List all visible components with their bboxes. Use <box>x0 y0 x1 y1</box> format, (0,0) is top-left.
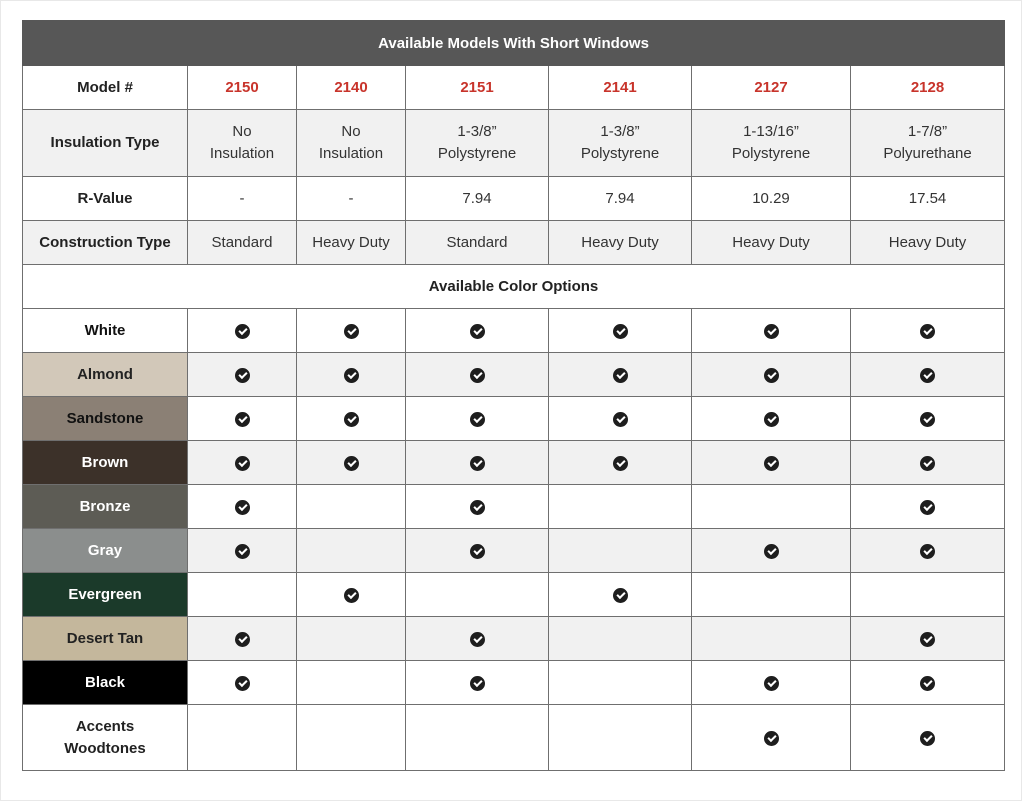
color-swatch: Brown <box>23 441 188 485</box>
availability-cell <box>549 573 692 617</box>
check-circle-icon <box>920 544 935 559</box>
availability-cell <box>406 617 549 661</box>
check-circle-icon <box>920 412 935 427</box>
availability-cell <box>692 529 851 573</box>
availability-cell <box>297 397 406 441</box>
model-number: 2140 <box>297 66 406 110</box>
check-circle-icon <box>613 324 628 339</box>
insulation-row <box>23 110 1005 177</box>
check-circle-icon <box>235 500 250 515</box>
construction-cell: Standard <box>406 221 549 265</box>
availability-cell <box>692 309 851 353</box>
color-swatch: White <box>23 309 188 353</box>
availability-cell <box>851 353 1005 397</box>
check-circle-icon <box>764 412 779 427</box>
color-swatch: Sandstone <box>23 397 188 441</box>
availability-cell <box>188 661 297 705</box>
availability-cell <box>549 309 692 353</box>
construction-row <box>23 221 1005 265</box>
availability-cell <box>297 353 406 397</box>
check-circle-icon <box>764 676 779 691</box>
construction-cell: Heavy Duty <box>692 221 851 265</box>
availability-cell <box>851 617 1005 661</box>
construction-cell: Heavy Duty <box>549 221 692 265</box>
check-circle-icon <box>344 324 359 339</box>
construction-cell: Heavy Duty <box>851 221 1005 265</box>
check-circle-icon <box>344 412 359 427</box>
availability-cell <box>297 529 406 573</box>
color-row-accents <box>23 705 1005 771</box>
model-header: Model # <box>23 66 188 110</box>
check-circle-icon <box>920 456 935 471</box>
insulation-cell <box>851 110 1005 177</box>
table-title-row <box>23 21 1005 66</box>
color-row <box>23 661 1005 705</box>
r-value-cell: - <box>188 177 297 221</box>
color-swatch: Bronze <box>23 485 188 529</box>
insulation-line: Polystyrene <box>437 145 517 162</box>
insulation-line: 1-3/8” <box>600 123 640 140</box>
availability-cell <box>549 441 692 485</box>
check-circle-icon <box>235 676 250 691</box>
r-value-cell: 7.94 <box>549 177 692 221</box>
availability-cell <box>851 441 1005 485</box>
color-swatch <box>23 705 188 771</box>
insulation-line: No <box>341 123 361 140</box>
availability-cell <box>406 397 549 441</box>
availability-cell <box>406 661 549 705</box>
insulation-line: Insulation <box>209 145 275 162</box>
color-row <box>23 529 1005 573</box>
availability-cell <box>549 353 692 397</box>
availability-cell <box>851 485 1005 529</box>
check-circle-icon <box>613 588 628 603</box>
availability-cell <box>297 705 406 771</box>
check-circle-icon <box>920 676 935 691</box>
r-value-cell: 10.29 <box>692 177 851 221</box>
r-value-cell: 7.94 <box>406 177 549 221</box>
availability-cell <box>406 353 549 397</box>
model-number: 2141 <box>549 66 692 110</box>
r-value-cell: 17.54 <box>851 177 1005 221</box>
color-row <box>23 441 1005 485</box>
availability-cell <box>549 397 692 441</box>
color-swatch: Desert Tan <box>23 617 188 661</box>
insulation-label: Insulation Type <box>23 110 188 177</box>
check-circle-icon <box>470 544 485 559</box>
availability-cell <box>851 573 1005 617</box>
availability-cell <box>692 617 851 661</box>
availability-cell <box>406 529 549 573</box>
model-number: 2127 <box>692 66 851 110</box>
availability-cell <box>692 661 851 705</box>
color-row <box>23 309 1005 353</box>
r-value-label: R-Value <box>23 177 188 221</box>
insulation-line: Polystyrene <box>731 145 811 162</box>
insulation-cell <box>549 110 692 177</box>
color-swatch: Almond <box>23 353 188 397</box>
check-circle-icon <box>235 324 250 339</box>
construction-cell: Standard <box>188 221 297 265</box>
check-circle-icon <box>235 456 250 471</box>
check-circle-icon <box>344 368 359 383</box>
availability-cell <box>692 573 851 617</box>
availability-cell <box>549 705 692 771</box>
availability-cell <box>692 397 851 441</box>
availability-cell <box>188 309 297 353</box>
color-row <box>23 397 1005 441</box>
availability-cell <box>188 397 297 441</box>
availability-cell <box>549 485 692 529</box>
check-circle-icon <box>470 456 485 471</box>
insulation-cell <box>692 110 851 177</box>
insulation-cell <box>297 110 406 177</box>
availability-cell <box>692 353 851 397</box>
insulation-cell <box>406 110 549 177</box>
insulation-line: Polystyrene <box>580 145 660 162</box>
availability-cell <box>406 573 549 617</box>
availability-cell <box>188 705 297 771</box>
check-circle-icon <box>920 500 935 515</box>
check-circle-icon <box>764 456 779 471</box>
color-swatch: Evergreen <box>23 573 188 617</box>
check-circle-icon <box>344 456 359 471</box>
model-number: 2150 <box>188 66 297 110</box>
models-table <box>22 20 1005 771</box>
check-circle-icon <box>613 412 628 427</box>
check-circle-icon <box>764 544 779 559</box>
insulation-line: Polyurethane <box>883 145 972 162</box>
color-row <box>23 353 1005 397</box>
check-circle-icon <box>920 368 935 383</box>
r-value-row <box>23 177 1005 221</box>
color-options-title: Available Color Options <box>23 265 1005 309</box>
swatch-line: Accents <box>75 717 135 735</box>
availability-cell <box>406 705 549 771</box>
table-title: Available Models With Short Windows <box>23 21 1005 66</box>
check-circle-icon <box>920 731 935 746</box>
check-circle-icon <box>344 588 359 603</box>
swatch-line: Woodtones <box>64 739 146 757</box>
model-number: 2151 <box>406 66 549 110</box>
availability-cell <box>549 617 692 661</box>
availability-cell <box>297 441 406 485</box>
insulation-line: Insulation <box>318 145 384 162</box>
check-circle-icon <box>470 632 485 647</box>
availability-cell <box>851 529 1005 573</box>
check-circle-icon <box>764 731 779 746</box>
color-options-header-row <box>23 265 1005 309</box>
construction-cell: Heavy Duty <box>297 221 406 265</box>
availability-cell <box>692 441 851 485</box>
availability-cell <box>406 441 549 485</box>
check-circle-icon <box>470 676 485 691</box>
r-value-cell: - <box>297 177 406 221</box>
check-circle-icon <box>235 544 250 559</box>
availability-cell <box>188 573 297 617</box>
insulation-line: 1-3/8” <box>457 123 497 140</box>
availability-cell <box>851 309 1005 353</box>
check-circle-icon <box>235 412 250 427</box>
availability-cell <box>188 441 297 485</box>
insulation-cell <box>188 110 297 177</box>
availability-cell <box>406 309 549 353</box>
color-row <box>23 485 1005 529</box>
insulation-line: 1-13/16” <box>743 123 799 140</box>
construction-label: Construction Type <box>23 221 188 265</box>
check-circle-icon <box>764 368 779 383</box>
model-number: 2128 <box>851 66 1005 110</box>
availability-cell <box>851 661 1005 705</box>
availability-cell <box>297 309 406 353</box>
availability-cell <box>549 529 692 573</box>
insulation-line: 1-7/8” <box>907 123 948 140</box>
check-circle-icon <box>470 412 485 427</box>
model-row <box>23 66 1005 110</box>
check-circle-icon <box>235 632 250 647</box>
check-circle-icon <box>470 500 485 515</box>
availability-cell <box>188 353 297 397</box>
availability-cell <box>297 573 406 617</box>
check-circle-icon <box>920 632 935 647</box>
availability-cell <box>549 661 692 705</box>
availability-cell <box>297 661 406 705</box>
insulation-line: No <box>232 123 252 140</box>
availability-cell <box>692 705 851 771</box>
check-circle-icon <box>613 456 628 471</box>
availability-cell <box>851 397 1005 441</box>
check-circle-icon <box>613 368 628 383</box>
availability-cell <box>406 485 549 529</box>
color-swatch: Black <box>23 661 188 705</box>
color-swatch: Gray <box>23 529 188 573</box>
availability-cell <box>692 485 851 529</box>
check-circle-icon <box>235 368 250 383</box>
availability-cell <box>188 617 297 661</box>
availability-cell <box>297 485 406 529</box>
availability-cell <box>188 529 297 573</box>
availability-cell <box>297 617 406 661</box>
check-circle-icon <box>920 324 935 339</box>
color-row <box>23 617 1005 661</box>
check-circle-icon <box>470 324 485 339</box>
check-circle-icon <box>470 368 485 383</box>
availability-cell <box>851 705 1005 771</box>
availability-cell <box>188 485 297 529</box>
color-row <box>23 573 1005 617</box>
check-circle-icon <box>764 324 779 339</box>
